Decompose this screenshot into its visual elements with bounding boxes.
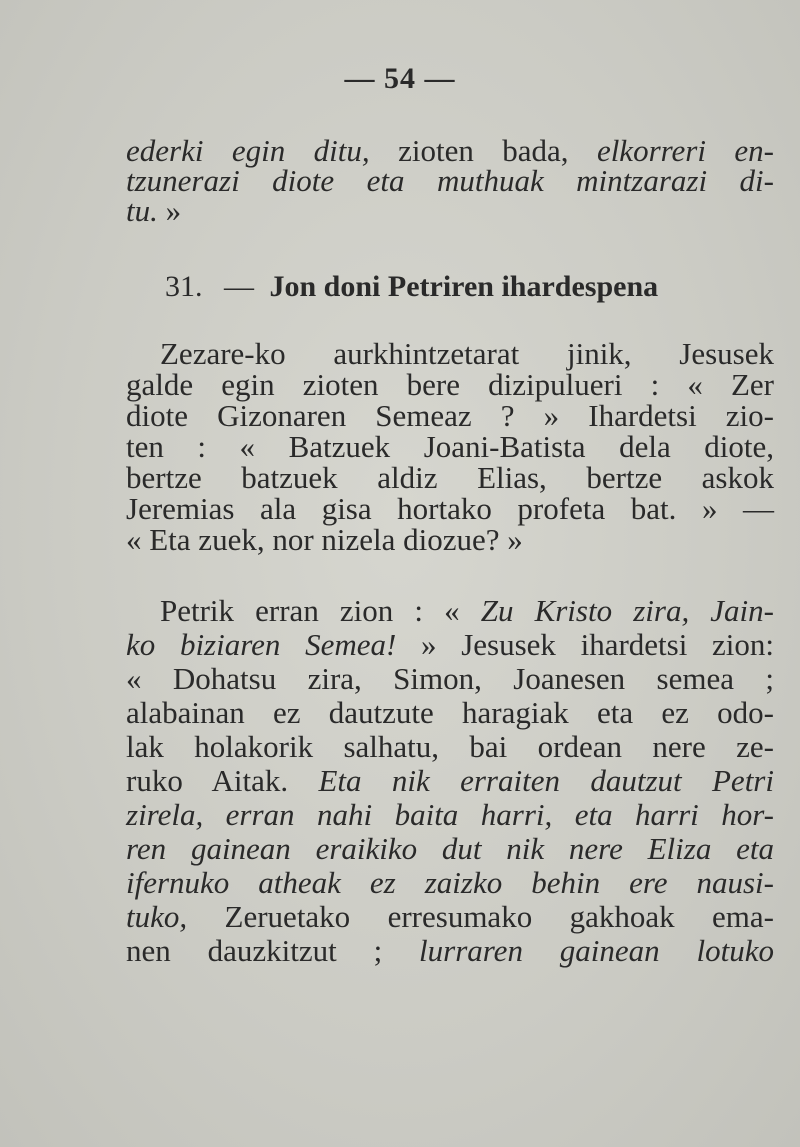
italic-text: Eta nik erraiten dautzut Petri	[318, 763, 774, 798]
text-line	[126, 628, 774, 662]
text-line	[126, 696, 774, 730]
text-line	[126, 338, 774, 369]
section-dash: —	[224, 270, 254, 303]
text-line	[126, 400, 774, 431]
text-line	[126, 730, 774, 764]
text-span: lak holakorik salhatu, bai ordean nere ze-	[126, 729, 774, 764]
text-line	[126, 934, 774, 968]
paragraph-2	[126, 594, 774, 968]
italic-text: ko biziaren Semea!	[126, 627, 397, 662]
italic-text: elkorreri en-	[596, 133, 774, 168]
text-line	[126, 133, 774, 168]
italic-text: ederki egin ditu,	[126, 133, 370, 168]
text-line	[126, 462, 774, 493]
intro-text	[126, 133, 774, 228]
section-title: Jon doni Petriren ihardespena	[269, 270, 659, 303]
text-line	[126, 798, 774, 832]
text-line	[126, 832, 774, 866]
section-number: 31.	[165, 270, 203, 303]
text-span: bertze batzuek aldiz Elias, bertze askok	[126, 460, 774, 495]
text-span: » Jesusek ihardetsi zion:	[396, 627, 774, 662]
text-span: « Eta zuek, nor nizela diozue? »	[126, 522, 523, 557]
text-line	[126, 493, 774, 524]
text-line	[126, 431, 774, 462]
italic-text: lurraren gainean lotuko	[419, 933, 774, 968]
italic-text: tuko,	[126, 899, 188, 934]
text-line	[126, 764, 774, 798]
section-heading	[165, 270, 725, 304]
text-span: diote Gizonaren Semeaz ? » Ihardetsi zio-	[126, 398, 774, 433]
text-line	[126, 163, 774, 198]
paragraph-1	[126, 338, 774, 555]
text-line	[126, 369, 774, 400]
text-span: zioten bada,	[369, 133, 597, 168]
text-span: »	[157, 193, 182, 228]
text-span: nen dauzkitzut ;	[126, 933, 420, 968]
page-number: — 54 —	[344, 62, 456, 95]
text-span: « Dohatsu zira, Simon, Joanesen semea ;	[126, 661, 774, 696]
text-span: Zezare-ko aurkhintzetarat jinik, Jesusek	[160, 336, 774, 371]
text-line	[126, 594, 774, 628]
text-span: galde egin zioten bere dizipulueri : « Zer	[126, 367, 774, 402]
italic-text: ifernuko atheak ez zaizko behin ere nausi-	[126, 865, 774, 900]
text-line	[126, 900, 774, 934]
italic-text: zirela, erran nahi baita harri, eta harri hor-	[126, 797, 774, 832]
text-span: alabainan ez dautzute haragiak eta ez odo-	[126, 695, 774, 730]
italic-text: ren gainean eraikiko dut nik nere Eliza eta	[126, 831, 774, 866]
text-line	[126, 866, 774, 900]
italic-text: tu.	[126, 193, 158, 228]
text-span: Zeruetako erresumako gakhoak ema-	[187, 899, 774, 934]
text-span: ruko Aitak.	[126, 763, 319, 798]
italic-text: tzunerazi diote eta muthuak mintzarazi di-	[126, 163, 774, 198]
text-span: Jeremias ala gisa hortako profeta bat. » —	[126, 491, 774, 526]
text-line	[126, 662, 774, 696]
text-span: Petrik erran zion : «	[160, 593, 481, 628]
text-line	[126, 193, 774, 228]
text-span: ten : « Batzuek Joani-Batista dela diote,	[126, 429, 774, 464]
italic-text: Zu Kristo zira, Jain-	[480, 593, 774, 628]
text-line	[126, 524, 774, 555]
